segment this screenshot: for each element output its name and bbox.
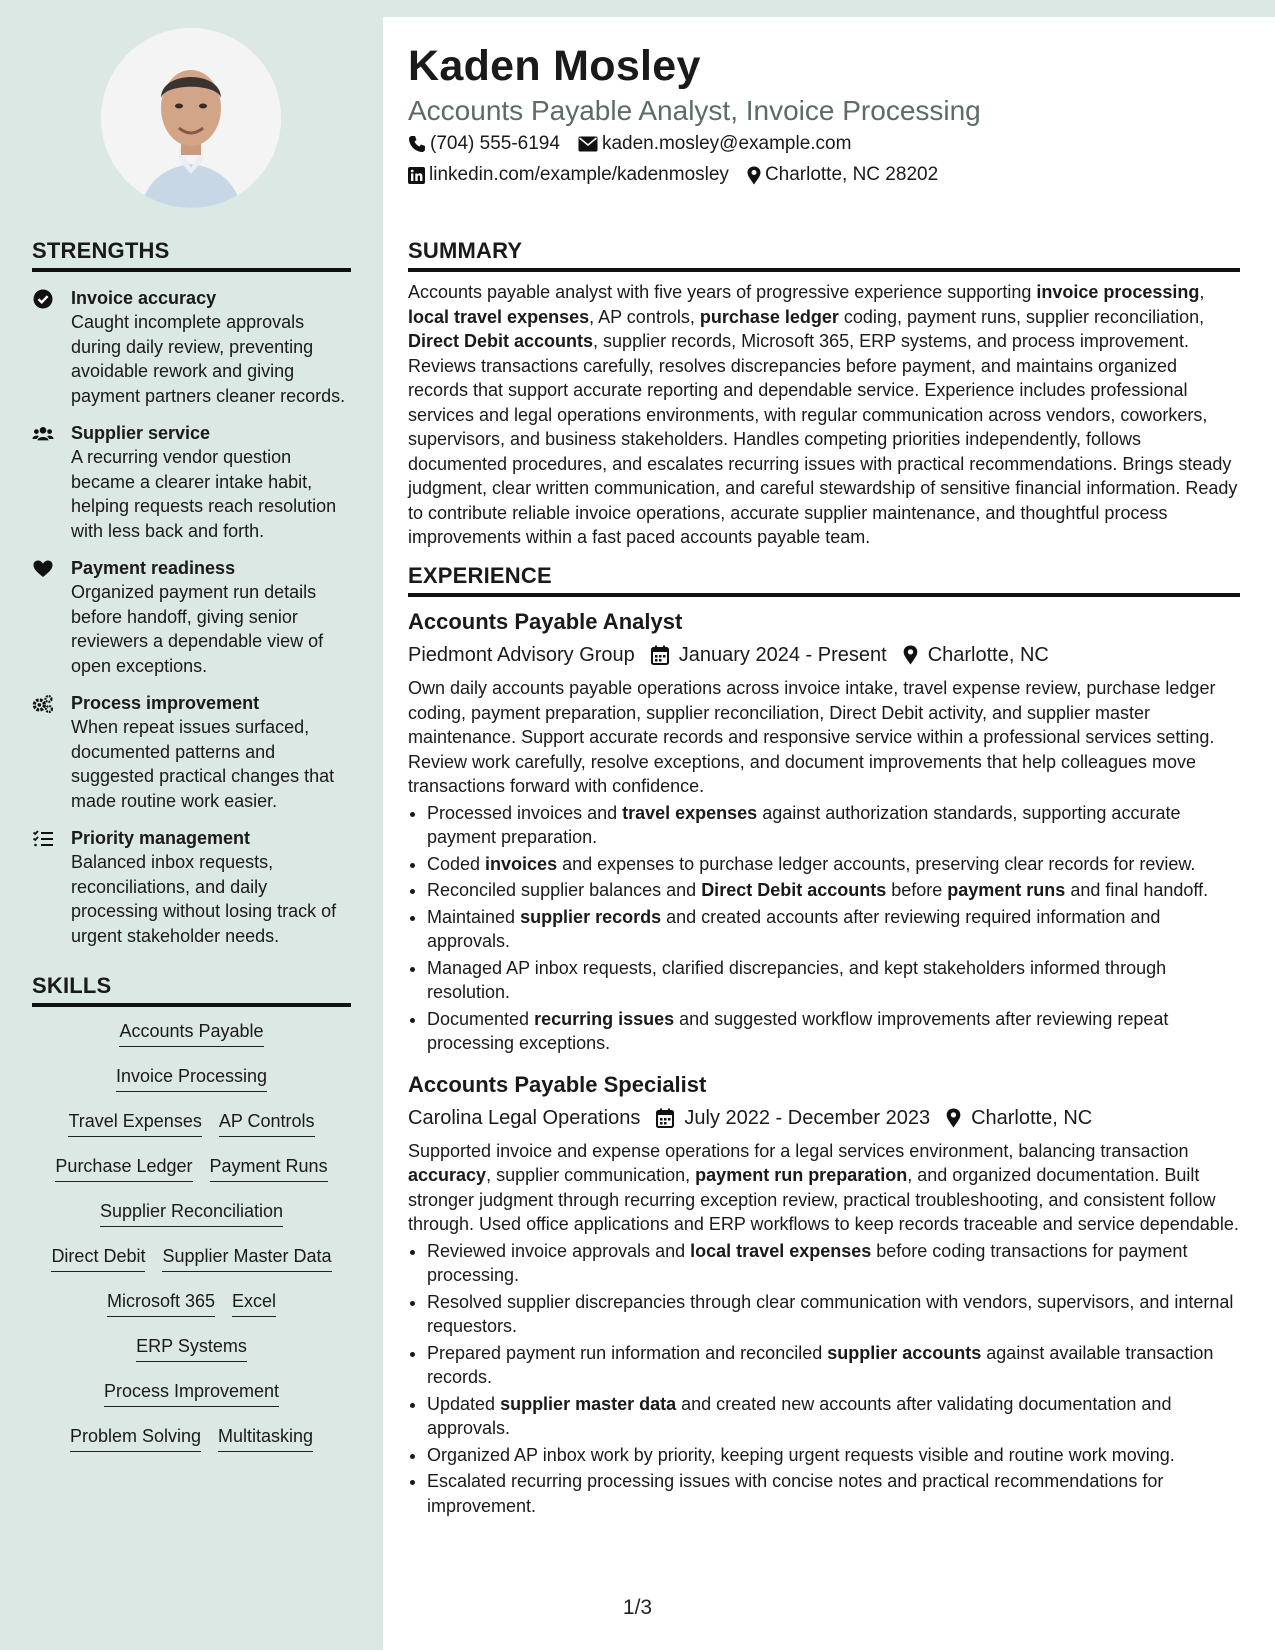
strength-item [32, 286, 351, 408]
job-title: Accounts Payable Analyst [408, 609, 683, 634]
phone-item [408, 133, 560, 155]
text-span: Managed AP inbox requests, clarified discrepancies, and kept stakeholders informed through resolution. [427, 957, 1167, 1002]
job-bullets [408, 801, 1240, 1056]
text-span: Resolved supplier discrepancies through clear communication with vendors, supervisors, and internal requestors. [427, 1291, 1234, 1336]
profile-photo [101, 28, 281, 208]
summary-section [408, 238, 1240, 550]
text-span: , [1199, 282, 1205, 302]
users-icon [32, 423, 54, 445]
strengths-list [32, 286, 351, 948]
text-span: Processed invoices and [427, 802, 623, 823]
phone-text[interactable]: (704) 555-6194 [430, 133, 560, 154]
job-bullet [427, 1341, 1240, 1390]
skill-tag: Accounts Payable [119, 1019, 263, 1047]
job-bullet [427, 801, 1240, 850]
text-span: coding, payment runs, supplier reconciliation, [838, 306, 1205, 327]
page-number: 1/3 [622, 1596, 653, 1619]
bold-text: travel expenses [622, 802, 758, 823]
strength-desc: Caught incomplete approvals during daily review, preventing avoidable rework and giving payment partners cleaner records. [71, 312, 346, 406]
checklist-icon [32, 828, 54, 850]
skills-title: SKILLS [32, 973, 351, 1007]
skill-tag: Travel Expenses [68, 1109, 201, 1137]
skill-row [32, 1379, 351, 1424]
phone-icon [408, 135, 426, 153]
summary-text [408, 280, 1240, 550]
skill-row [32, 1064, 351, 1109]
job-description [408, 1139, 1240, 1237]
bold-text: payment runs [947, 880, 1066, 900]
summary-title: SUMMARY [408, 238, 1240, 272]
job-description [408, 676, 1240, 799]
location-text: Charlotte, NC 28202 [764, 164, 939, 185]
bold-text: accuracy [408, 1165, 487, 1185]
bold-text: invoices [485, 853, 558, 874]
text-span: Organized AP inbox work by priority, keeping urgent requests visible and routine work moving. [427, 1444, 1175, 1465]
skill-tag: AP Controls [219, 1109, 315, 1137]
skill-tag: Payment Runs [210, 1154, 328, 1182]
bold-text: supplier records [520, 906, 662, 927]
text-span: and expenses to purchase ledger accounts, preserving clear records for review. [557, 853, 1196, 874]
job-entry [408, 607, 1240, 1056]
calendar-icon [651, 645, 669, 665]
strength-desc: A recurring vendor question became a clearer intake habit, helping requests reach resolution with less back and forth. [71, 447, 337, 541]
job-bullet [427, 878, 1240, 903]
job-bullet [427, 1469, 1240, 1518]
strengths-title: STRENGTHS [32, 238, 351, 272]
job-dates: January 2024 - Present [678, 644, 887, 666]
bold-text: supplier accounts [827, 1342, 982, 1363]
gears-icon [32, 693, 54, 715]
skill-row [32, 1199, 351, 1244]
text-span: Reconciled supplier balances and [427, 880, 702, 900]
skill-tag: Invoice Processing [116, 1064, 267, 1092]
job-dates: July 2022 - December 2023 [684, 1106, 931, 1129]
skill-tag: ERP Systems [136, 1334, 247, 1362]
text-span: and created accounts after reviewing required information and approvals. [427, 906, 1161, 951]
strength-title: Process improvement [71, 693, 260, 713]
text-span: Prepared payment run information and reconciled [427, 1342, 828, 1363]
text-span: against authorization standards, supporting accurate payment preparation. [427, 802, 1181, 847]
skill-row [32, 1244, 351, 1289]
text-span: Reviewed invoice approvals and [427, 1240, 691, 1261]
bold-text: local travel expenses [408, 306, 590, 327]
text-span: Maintained [427, 906, 521, 927]
skill-row [32, 1424, 351, 1469]
skill-tag: Excel [232, 1289, 276, 1317]
job-location-item [903, 640, 1049, 670]
calendar-icon [656, 1108, 674, 1128]
strength-title: Invoice accuracy [71, 288, 217, 308]
strength-item [32, 691, 351, 813]
text-span: and suggested workflow improvements after reviewing repeat processing exceptions. [427, 1008, 1169, 1053]
headline: Accounts Payable Analyst, Invoice Processing [408, 95, 981, 126]
map-pin-icon [946, 1108, 961, 1128]
skill-tag: Supplier Reconciliation [100, 1199, 283, 1227]
strength-desc: Balanced inbox requests, reconciliations, and daily processing without losing track of urgent stakeholder needs. [71, 852, 337, 946]
skill-tag: Process Improvement [104, 1379, 279, 1407]
strength-title: Priority management [71, 828, 251, 848]
envelope-icon [578, 136, 598, 152]
job-bullet [427, 1392, 1240, 1441]
job-bullet [427, 1290, 1240, 1339]
linkedin-icon [408, 167, 425, 184]
job-title: Accounts Payable Specialist [408, 1071, 707, 1097]
experience-title: EXPERIENCE [408, 563, 1240, 597]
skills-list [32, 1019, 351, 1469]
strength-title: Payment readiness [71, 558, 236, 578]
skill-row [32, 1154, 351, 1199]
job-bullet [427, 905, 1240, 954]
candidate-name: Kaden Mosley [408, 42, 701, 90]
skill-row [32, 1109, 351, 1154]
job-bullet [427, 1443, 1240, 1468]
text-span: and created new accounts after validating documentation and approvals. [427, 1393, 1172, 1438]
text-span: , and organized documentation. Built stronger judgment through recurring exception review, practical troubleshooting, and consistent follow through. Used office applications and ERP workflows to keep records traceable and service dependable. [408, 1165, 1239, 1234]
skill-tag: Microsoft 365 [107, 1289, 215, 1317]
strength-item [32, 556, 351, 678]
job-bullet [427, 1239, 1240, 1288]
bold-text: supplier master data [500, 1393, 677, 1414]
experience-section [408, 563, 1240, 1520]
heart-icon [32, 558, 54, 580]
location-item [747, 164, 938, 186]
job-bullets [408, 1239, 1240, 1519]
skill-row [32, 1289, 351, 1334]
bold-text: local travel expenses [690, 1240, 872, 1261]
skill-tag: Supplier Master Data [162, 1244, 331, 1272]
job-dates-item [656, 1103, 930, 1133]
job-bullet [427, 852, 1240, 877]
skill-tag: Purchase Ledger [55, 1154, 192, 1182]
text-span: before [886, 880, 948, 900]
avatar [101, 28, 281, 208]
map-pin-icon [903, 645, 918, 665]
bold-text: Direct Debit accounts [408, 331, 594, 351]
strength-title: Supplier service [71, 423, 211, 443]
linkedin-item [408, 164, 729, 186]
skill-row [32, 1334, 351, 1379]
skill-tag: Problem Solving [70, 1424, 201, 1452]
text-span: Documented [427, 1008, 535, 1029]
company: Carolina Legal Operations [408, 1106, 641, 1129]
contact-row-2 [408, 164, 956, 186]
bold-text: recurring issues [534, 1008, 675, 1029]
email-text[interactable]: kaden.mosley@example.com [601, 133, 852, 154]
text-span: Supported invoice and expense operations for a legal services environment, balancing transaction [408, 1140, 1189, 1161]
email-item [578, 133, 852, 155]
company: Piedmont Advisory Group [408, 644, 635, 666]
skill-tag: Direct Debit [51, 1244, 145, 1272]
linkedin-text[interactable]: linkedin.com/example/kadenmosley [429, 164, 729, 185]
job-meta [408, 1103, 1240, 1133]
strength-desc: When repeat issues surfaced, documented patterns and suggested practical changes that made routine work easier. [71, 717, 335, 811]
bold-text: invoice processing [1036, 282, 1200, 302]
map-pin-icon [747, 166, 761, 185]
text-span: and final handoff. [1065, 880, 1209, 900]
text-span: before coding transactions for payment processing. [427, 1240, 1188, 1285]
text-span: , supplier communication, [486, 1165, 696, 1185]
job-meta [408, 640, 1240, 670]
strength-item [32, 421, 351, 543]
check-circle-icon [32, 288, 54, 310]
text-span: , AP controls, [589, 306, 700, 327]
job-bullet [427, 1007, 1240, 1056]
text-span: Own daily accounts payable operations across invoice intake, travel expense review, purchase ledger coding, payment preparation, supplier reconciliation, Direct Debit activity, and supplier master maintenance. Support accurate records and responsive service within a professional services setting. Review work carefully, resolve exceptions, and document improvements that help colleagues move transactions forward with confidence. [408, 678, 1216, 796]
text-span: Escalated recurring processing issues with concise notes and practical recommendations for improvement. [427, 1471, 1164, 1516]
job-list [408, 607, 1240, 1518]
skill-tag: Multitasking [218, 1424, 313, 1452]
sidebar [0, 0, 383, 1650]
job-location: Charlotte, NC [971, 1106, 1093, 1129]
bold-text: purchase ledger [699, 306, 839, 327]
strength-item [32, 826, 351, 948]
job-dates-item [651, 640, 887, 670]
text-span: Accounts payable analyst with five years of progressive experience supporting [408, 282, 1037, 302]
text-span: , supplier records, Microsoft 365, ERP systems, and process improvement. Reviews transactions carefully, resolves discrepancies before payment, and maintains organized records that support accurate reporting and dependable service. Experience includes professional services and legal operations environments, with regular communication across vendors, coworkers, supervisors, and business stakeholders. Handles competing priorities independently, follows documented procedures, and escalates recurring issues with practical recommendations. Brings steady judgment, clear written communication, and careful stewardship of sensitive financial information. Ready to contribute reliable invoice operations, accurate supplier maintenance, and thoughtful process improvements within a fast paced accounts payable team. [408, 331, 1238, 547]
text-span: Coded [427, 853, 486, 874]
job-location-item [946, 1103, 1092, 1133]
strength-desc: Organized payment run details before handoff, giving senior reviewers a dependable view of open exceptions. [71, 582, 324, 676]
job-entry [408, 1070, 1240, 1519]
job-bullet [427, 956, 1240, 1005]
text-span: Updated [427, 1393, 501, 1414]
bold-text: payment run preparation [695, 1165, 908, 1185]
sidebar-content [32, 238, 351, 1469]
text-span: against available transaction records. [427, 1342, 1214, 1387]
job-location: Charlotte, NC [927, 644, 1049, 666]
contact-row-1 [408, 133, 869, 155]
bold-text: Direct Debit accounts [701, 880, 887, 900]
skill-row [32, 1019, 351, 1064]
